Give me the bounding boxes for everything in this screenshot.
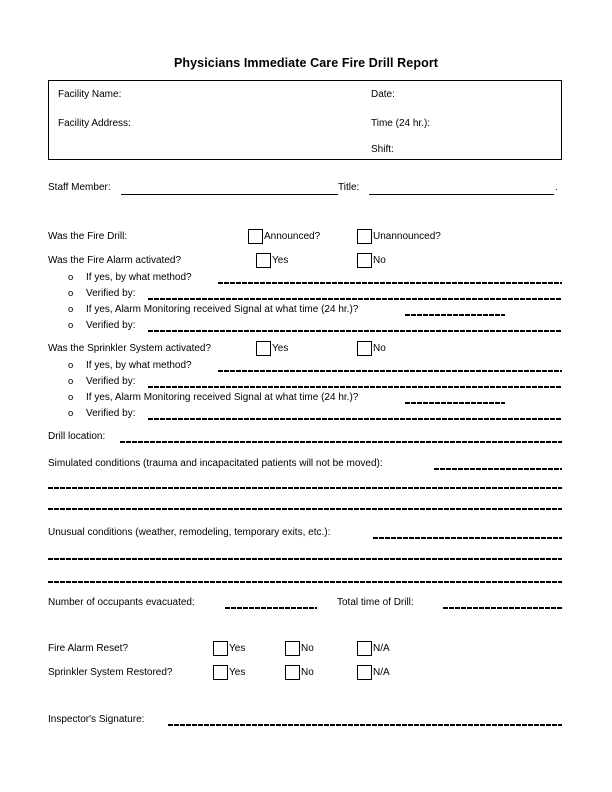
sprinkler-question: Was the Sprinkler System activated? [48, 343, 212, 354]
checkbox-sprinkler-yes-label: Yes [272, 343, 289, 354]
title-label: Title: [338, 182, 360, 193]
checkbox-sprinkler-restored-yes[interactable] [213, 665, 228, 680]
fire-alarm-verified-2-input[interactable] [148, 330, 562, 332]
occupants-evacuated-input[interactable] [225, 607, 317, 609]
fire-alarm-verified-2-label: Verified by: [86, 320, 136, 331]
unusual-conditions-input-line2[interactable] [48, 558, 562, 560]
title-input[interactable] [369, 194, 554, 195]
sprinkler-method-input[interactable] [218, 370, 562, 372]
simulated-conditions-input-line2[interactable] [48, 487, 562, 489]
facility-name-label: Facility Name: [58, 89, 122, 100]
inspector-signature-label: Inspector's Signature: [48, 714, 145, 725]
inspector-signature-input[interactable] [168, 724, 562, 726]
bullet-glyph: o [68, 272, 74, 283]
time-label: Time (24 hr.): [371, 118, 431, 129]
trailing-period: . [555, 182, 558, 193]
bullet-glyph: o [68, 320, 74, 331]
facility-info-table [48, 80, 562, 160]
fire-alarm-verified-label: Verified by: [86, 288, 136, 299]
checkbox-fire-alarm-yes[interactable] [256, 253, 271, 268]
simulated-conditions-label: Simulated conditions (trauma and incapacitated patients will not be moved): [48, 458, 383, 469]
checkbox-fire-alarm-reset-no[interactable] [285, 641, 300, 656]
staff-member-input[interactable] [121, 194, 338, 195]
fire-drill-question: Was the Fire Drill: [48, 231, 128, 242]
simulated-conditions-input-line3[interactable] [48, 508, 562, 510]
sprinkler-verified-input[interactable] [148, 386, 562, 388]
checkbox-sprinkler-restored-no[interactable] [285, 665, 300, 680]
unusual-conditions-input[interactable] [373, 537, 562, 539]
drill-location-input[interactable] [120, 441, 562, 443]
unusual-conditions-input-line3[interactable] [48, 581, 562, 583]
staff-member-label: Staff Member: [48, 182, 111, 193]
bullet-glyph: o [68, 360, 74, 371]
checkbox-sprinkler-restored-no-label: No [301, 667, 314, 678]
checkbox-sprinkler-no[interactable] [357, 341, 372, 356]
checkbox-sprinkler-restored-na[interactable] [357, 665, 372, 680]
table-row [49, 89, 561, 119]
occupants-evacuated-label: Number of occupants evacuated: [48, 597, 195, 608]
sprinkler-method-label: If yes, by what method? [86, 360, 192, 371]
checkbox-fire-alarm-no[interactable] [357, 253, 372, 268]
facility-address-label: Facility Address: [58, 118, 131, 129]
sprinkler-monitoring-time-label: If yes, Alarm Monitoring received Signal at what time (24 hr.)? [86, 392, 359, 403]
table-row [49, 144, 561, 174]
checkbox-unannounced-label: Unannounced? [373, 231, 441, 242]
checkbox-announced[interactable] [248, 229, 263, 244]
unusual-conditions-label: Unusual conditions (weather, remodeling, temporary exits, etc.): [48, 527, 331, 538]
bullet-glyph: o [68, 376, 74, 387]
shift-label: Shift: [371, 144, 394, 155]
checkbox-sprinkler-no-label: No [373, 343, 386, 354]
simulated-conditions-input[interactable] [434, 468, 562, 470]
checkbox-announced-label: Announced? [264, 231, 321, 242]
total-time-label: Total time of Drill: [337, 597, 414, 608]
drill-location-label: Drill location: [48, 431, 106, 442]
fire-alarm-verified-input[interactable] [148, 298, 562, 300]
sprinkler-restored-label: Sprinkler System Restored? [48, 667, 173, 678]
page-title: Physicians Immediate Care Fire Drill Report [173, 56, 439, 70]
bullet-glyph: o [68, 288, 74, 299]
checkbox-fire-alarm-reset-yes[interactable] [213, 641, 228, 656]
checkbox-fire-alarm-reset-na-label: N/A [373, 643, 390, 654]
checkbox-sprinkler-restored-na-label: N/A [373, 667, 390, 678]
sprinkler-verified-2-label: Verified by: [86, 408, 136, 419]
sprinkler-verified-label: Verified by: [86, 376, 136, 387]
total-time-input[interactable] [443, 607, 562, 609]
checkbox-fire-alarm-no-label: No [373, 255, 386, 266]
checkbox-sprinkler-yes[interactable] [256, 341, 271, 356]
sprinkler-monitoring-time-input[interactable] [405, 402, 505, 404]
fire-alarm-question: Was the Fire Alarm activated? [48, 255, 182, 266]
sprinkler-verified-2-input[interactable] [148, 418, 562, 420]
fire-alarm-monitoring-time-input[interactable] [405, 314, 505, 316]
fire-alarm-reset-label: Fire Alarm Reset? [48, 643, 129, 654]
checkbox-fire-alarm-reset-no-label: No [301, 643, 314, 654]
bullet-glyph: o [68, 304, 74, 315]
fire-alarm-method-input[interactable] [218, 282, 562, 284]
checkbox-fire-alarm-reset-yes-label: Yes [229, 643, 246, 654]
checkbox-fire-alarm-yes-label: Yes [272, 255, 289, 266]
checkbox-fire-alarm-reset-na[interactable] [357, 641, 372, 656]
checkbox-unannounced[interactable] [357, 229, 372, 244]
bullet-glyph: o [68, 408, 74, 419]
checkbox-sprinkler-restored-yes-label: Yes [229, 667, 246, 678]
bullet-glyph: o [68, 392, 74, 403]
fire-alarm-method-label: If yes, by what method? [86, 272, 192, 283]
fire-alarm-monitoring-time-label: If yes, Alarm Monitoring received Signal at what time (24 hr.)? [86, 304, 359, 315]
date-label: Date: [371, 89, 395, 100]
